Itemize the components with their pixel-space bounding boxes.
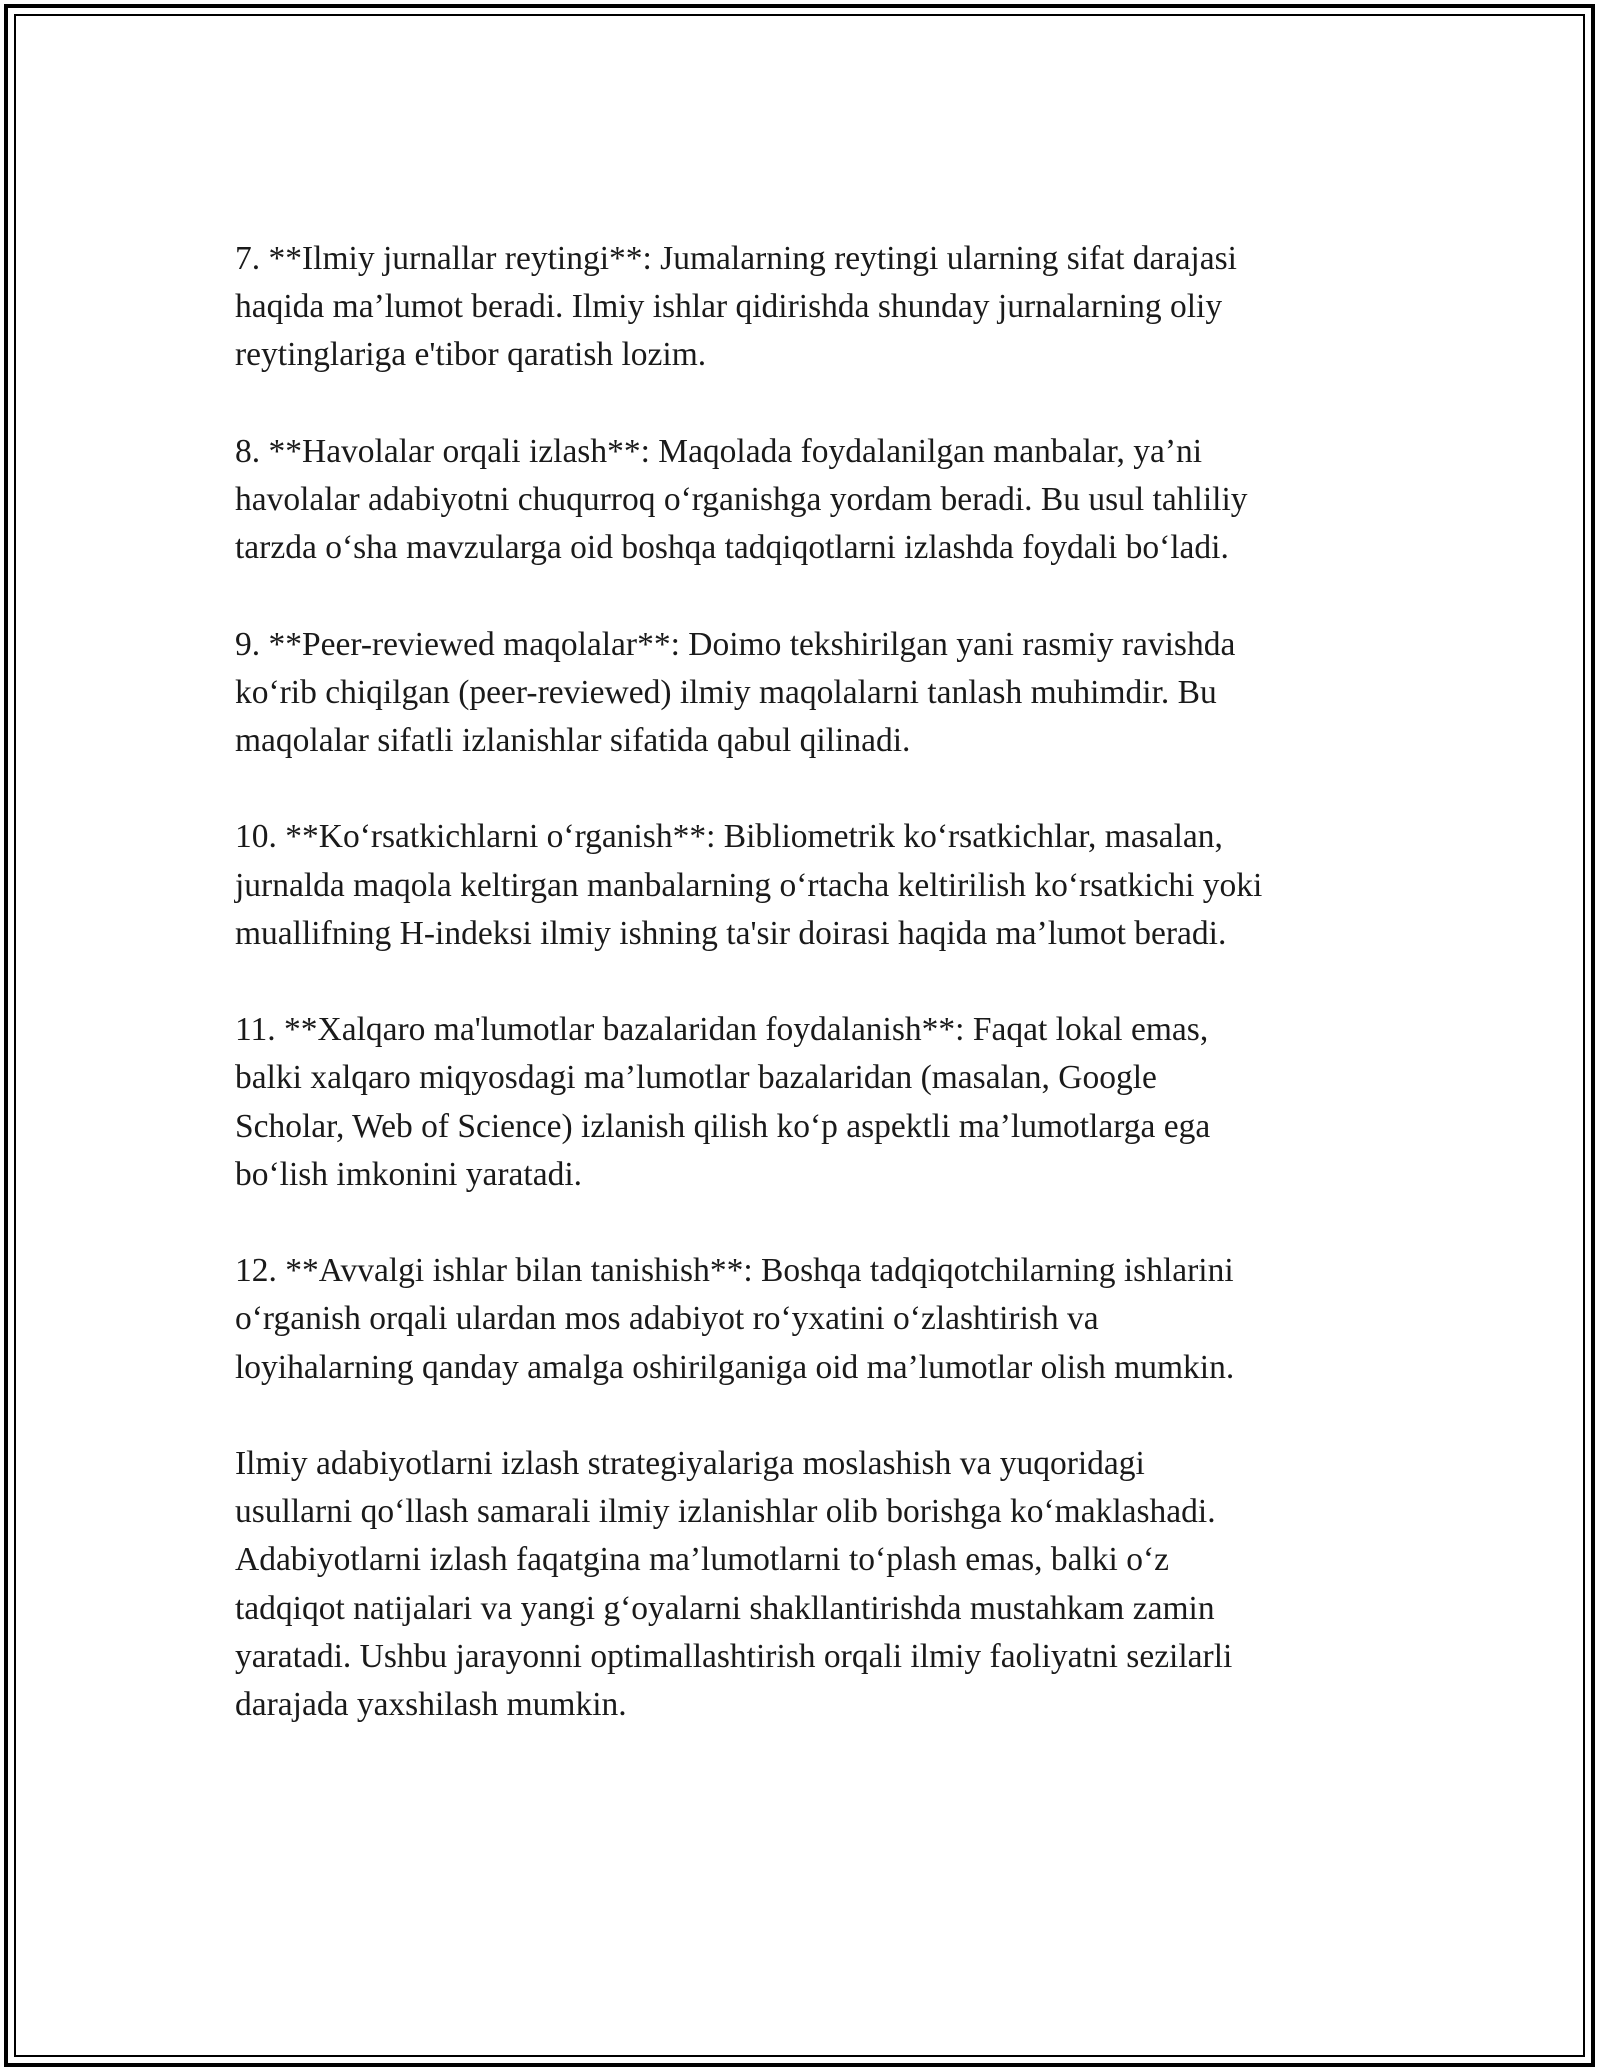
list-item-12: 12. **Avvalgi ishlar bilan tanishish**: Boshqa tadqiqotchilarning ishlarini o‘rganish orqali ulardan mos adabiyot ro‘yxatini o‘zlashtirish va loyihalarning qanday amalga oshirilganiga oid ma’lumotlar olish mumkin. [235,1252,1235,1386]
list-item-9: 9. **Peer-reviewed maqolalar**: Doimo tekshirilgan yani rasmiy ravishda ko‘rib chiqilgan (peer-reviewed) ilmiy maqolalarni tanlash muhimdir. Bu maqolalar sifatli izlanishlar sifatida qabul qilinadi. [235,625,1236,759]
list-item-7: 7. **Ilmiy jurnallar reytingi**: Jumalarning reytingi ularning sifat darajasi haqida ma’lumot beradi. Ilmiy ishlar qidirishda shunday jurnalarning oliy reytinglariga e'tibor qaratish lozim. [235,240,1237,374]
list-item-8: 8. **Havolalar orqali izlash**: Maqolada foydalanilgan manbalar, ya’ni havolalar adabiyotni chuqurroq o‘rganishga yordam beradi. Bu usul tahliliy tarzda o‘sha mavzularga oid boshqa tadqiqotlarni izlashda foydali bo‘ladi. [235,432,1248,567]
conclusion-paragraph: Ilmiy adabiyotlarni izlash strategiyalariga moslashish va yuqoridagi usullarni qo‘llash samarali ilmiy izlanishlar olib borishga ko‘maklashadi. Adabiyotlarni izlash faqatgina ma’lumotlarni to‘plash emas, balki o‘z tadqiqot natijalari va yangi g‘oyalarni shakllantirishda mustahkam zamin yaratadi. Ushbu jarayonni optimallashtirish orqali ilmiy faoliyatni sezilarli darajada yaxshilash mumkin. [235,1444,1233,1723]
document-body [235,235,1395,1777]
list-item-10: 10. **Ko‘rsatkichlarni o‘rganish**: Bibliometrik ko‘rsatkichlar, masalan, jurnalda maqola keltirgan manbalarning o‘rtacha keltirilish ko‘rsatkichi yoki muallifning H-indeksi ilmiy ishning ta'sir doirasi haqida ma’lumot beradi. [235,818,1263,952]
list-item-11: 11. **Xalqaro ma'lumotlar bazalaridan foydalanish**: Faqat lokal emas, balki xalqaro miqyosdagi ma’lumotlar bazalaridan (masalan, Google Scholar, Web of Science) izlanish qilish ko‘p aspektli ma’lumotlarga ega bo‘lish imkonini yaratadi. [235,1011,1211,1193]
